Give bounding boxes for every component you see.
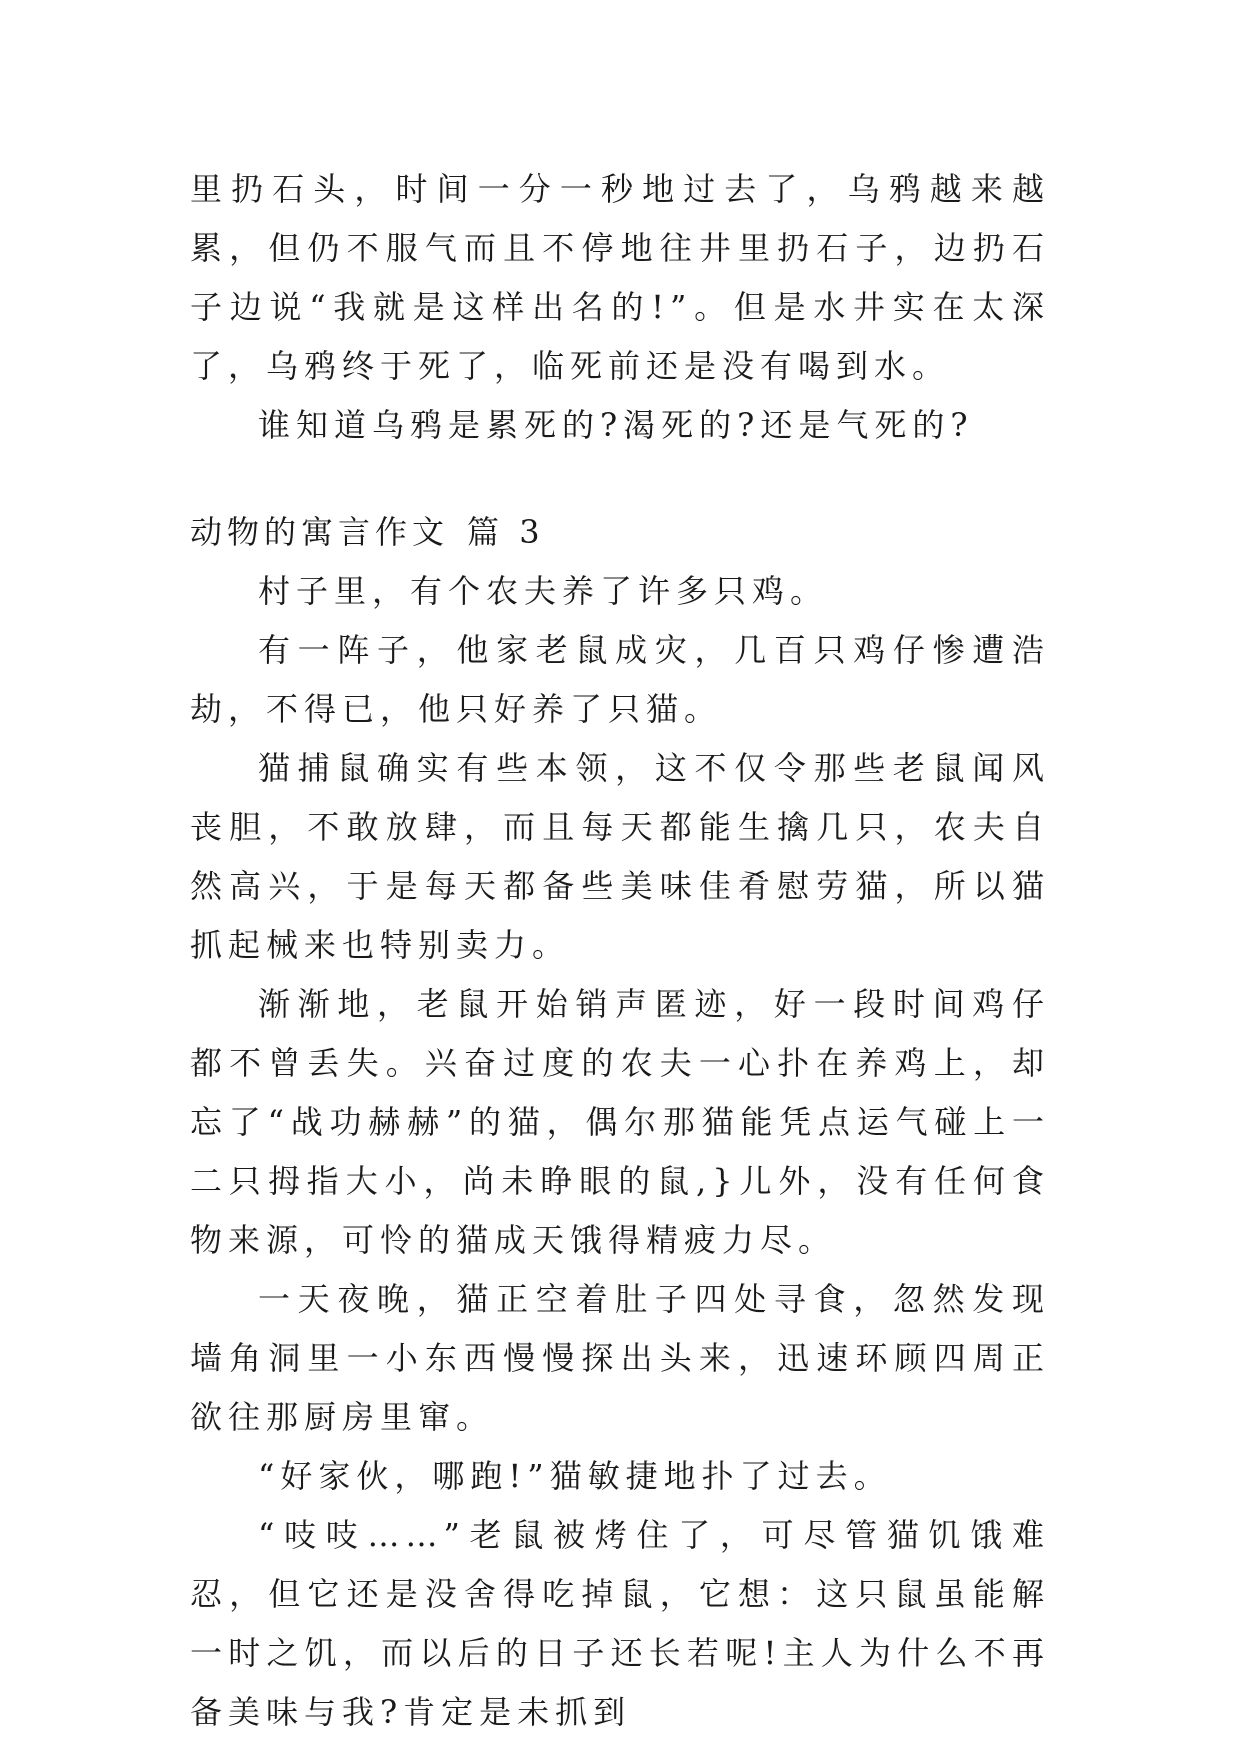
section-gap xyxy=(190,455,1050,503)
paragraph-continued: 里扔石头，时间一分一秒地过去了，乌鸦越来越累，但仍不服气而且不停地往井里扔石子，边扔石子边说“我就是这样出名的!”。但是水井实在太深了，乌鸦终于死了，临死前还是没有喝到水。 xyxy=(190,170,1050,385)
paragraph: 有一阵子，他家老鼠成灾，几百只鸡仔惨遭浩劫，不得已，他只好养了只猫。 xyxy=(190,631,1050,728)
paragraph: 村子里，有个农夫养了许多只鸡。 xyxy=(258,572,829,610)
section-title: 动物的寓言作文 xyxy=(190,513,450,551)
paragraph: 一天夜晚，猫正空着肚子四处寻食，忽然发现墙角洞里一小东西慢慢探出头来，迅速环顾四周正欲往那厨房里窜。 xyxy=(190,1280,1050,1436)
paragraph: 猫捕鼠确实有些本领，这不仅令那些老鼠闻风丧胆，不敢放肆，而且每天都能生擒几只，农夫自然高兴，于是每天都备些美味佳肴慰劳猫，所以猫抓起械来也特别卖力。 xyxy=(190,749,1050,964)
document-body xyxy=(190,160,1050,1742)
section-heading xyxy=(190,503,1050,562)
paragraph: “吱吱……”老鼠被烤住了，可尽管猫饥饿难忍，但它还是没舍得吃掉鼠，它想：这只鼠虽能解一时之饥，而以后的日子还长若呢!主人为什么不再备美味与我?肯定是未抓到 xyxy=(190,1516,1050,1731)
paragraph: “好家伙，哪跑!”猫敏捷地扑了过去。 xyxy=(258,1457,892,1495)
paragraph-question: 谁知道乌鸦是累死的?渴死的?还是气死的? xyxy=(258,406,974,444)
section-part-label: 篇 3 xyxy=(467,513,545,551)
paragraph: 渐渐地，老鼠开始销声匿迹，好一段时间鸡仔都不曾丢失。兴奋过度的农夫一心扑在养鸡上，却忘了“战功赫赫”的猫，偶尔那猫能凭点运气碰上一二只拇指大小，尚未睁眼的鼠,}儿外，没有任何食物来源，可怜的猫成天饿得精疲力尽。 xyxy=(190,985,1050,1259)
